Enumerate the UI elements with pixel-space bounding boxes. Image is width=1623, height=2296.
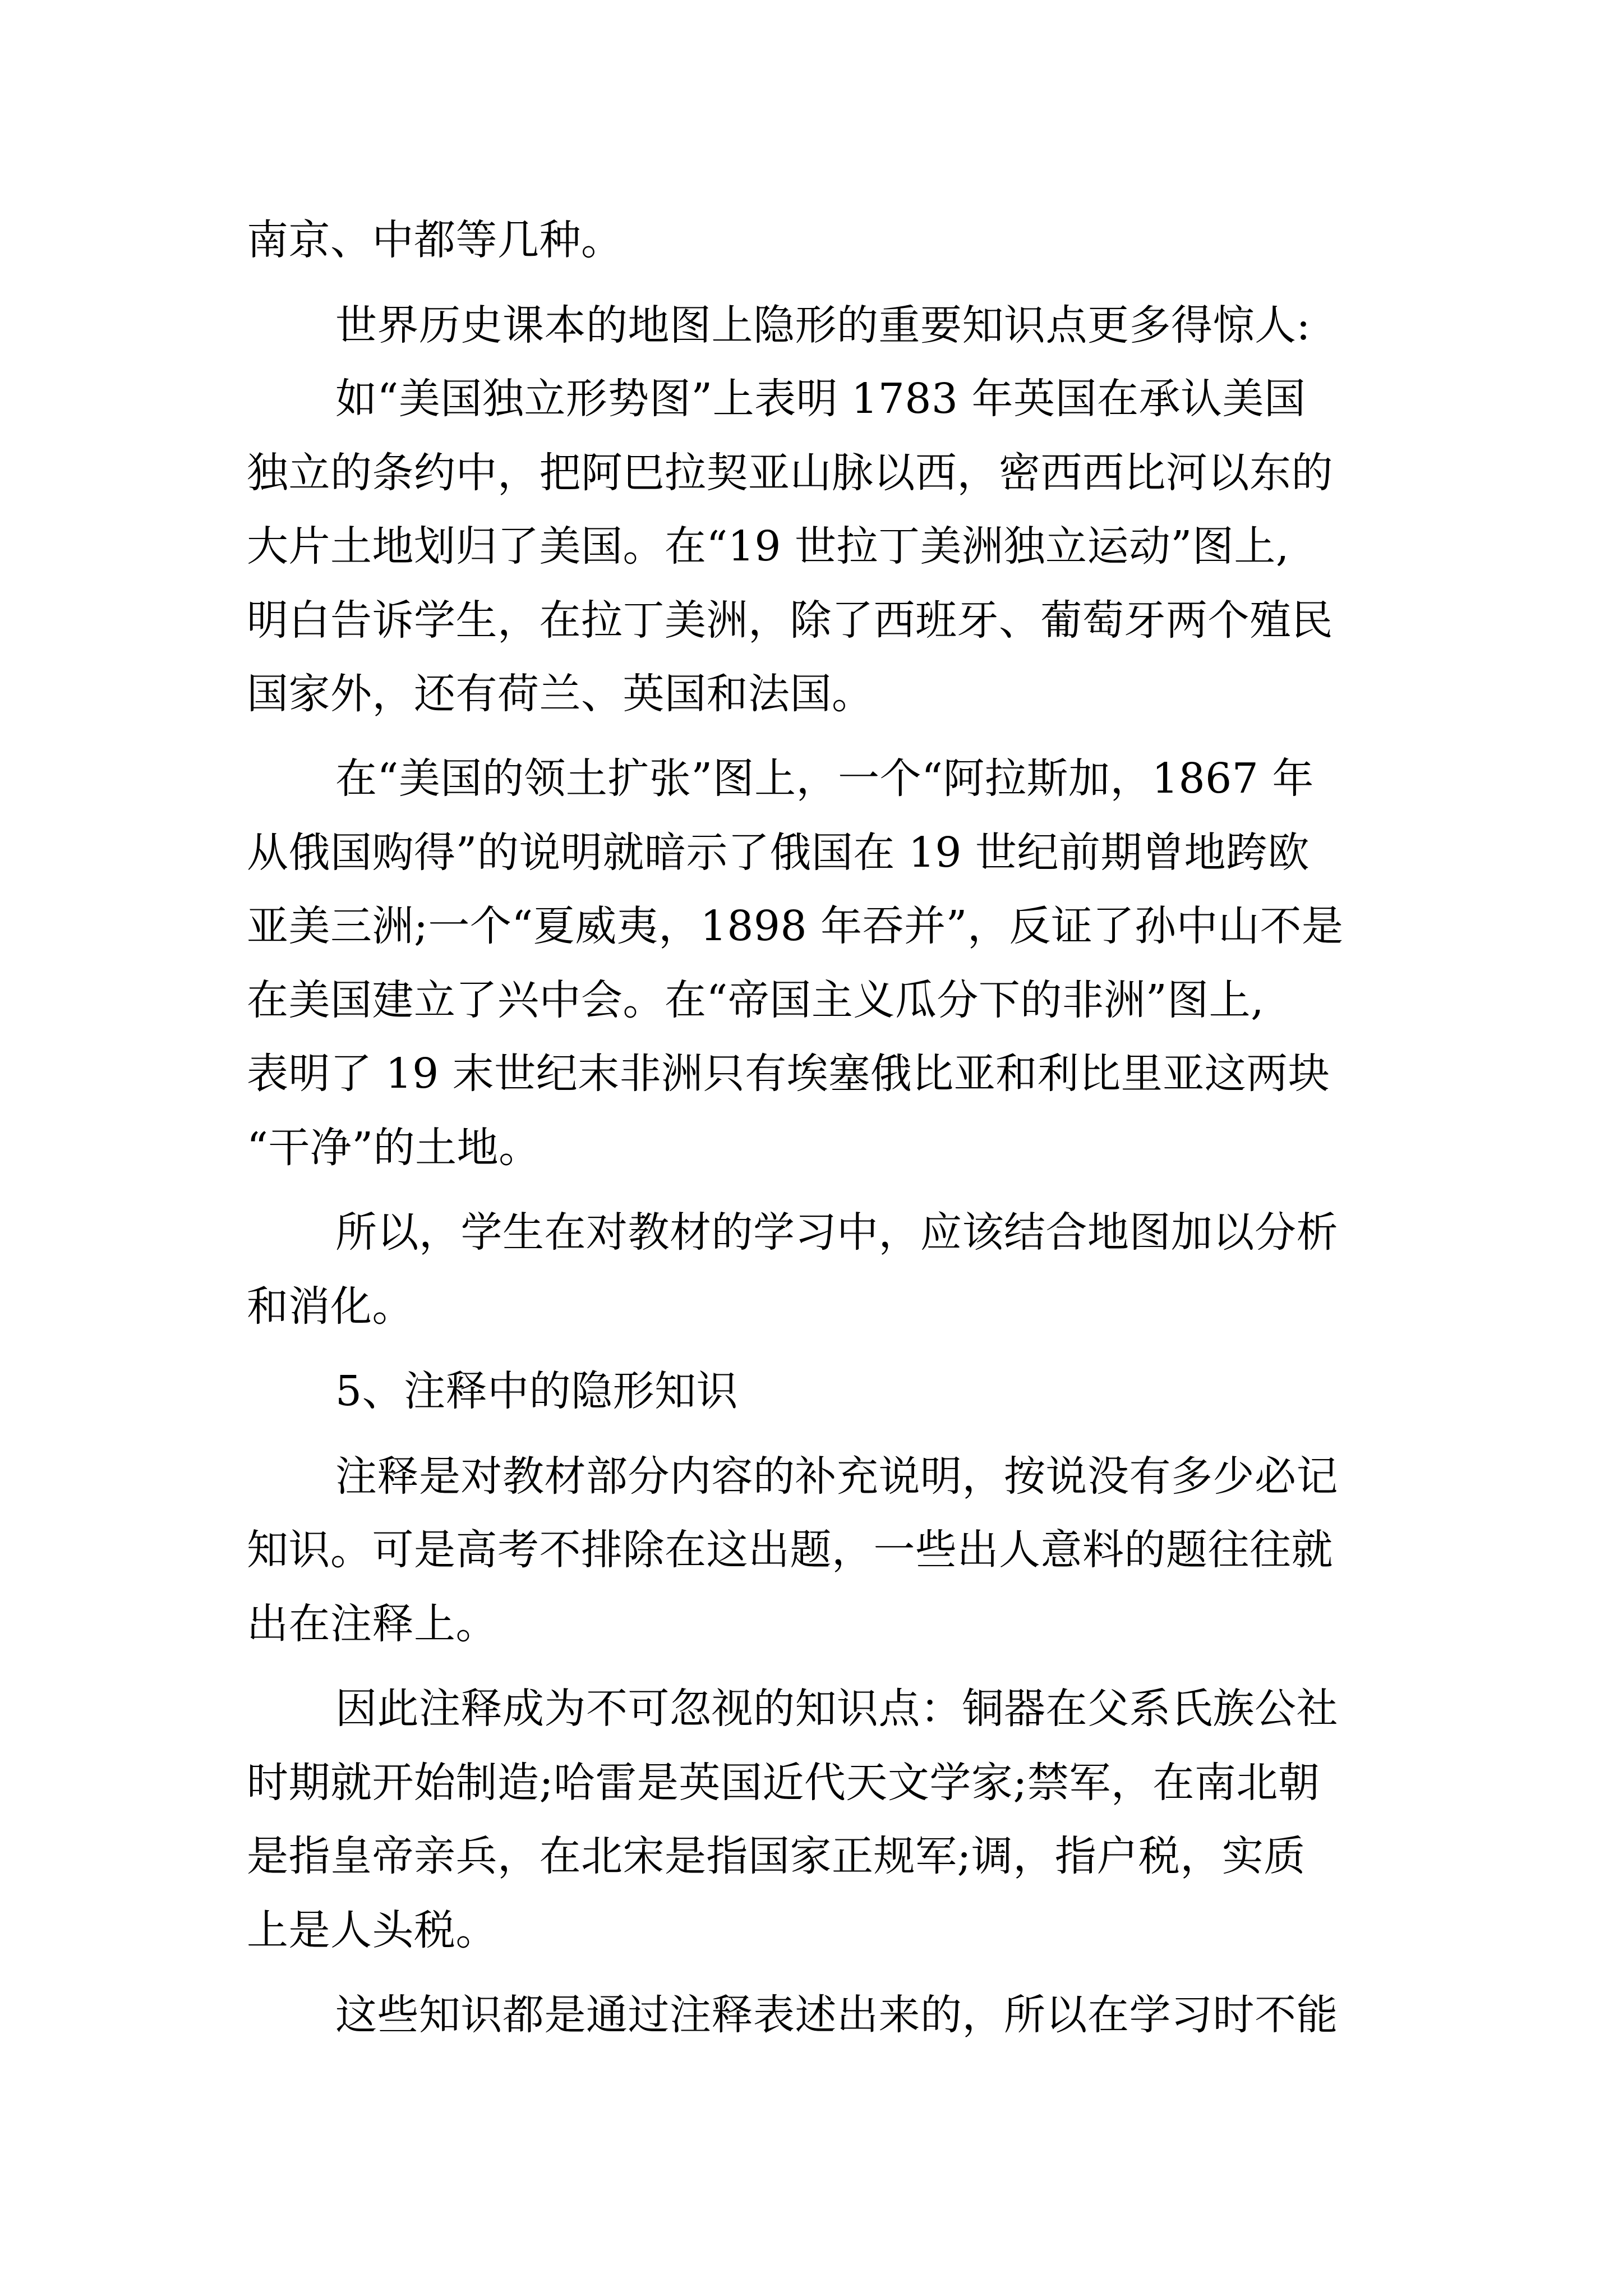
text-line-17: 注释是对教材部分内容的补充说明，按说没有多少必记	[335, 1452, 1338, 1501]
text-line-19: 出在注释上。	[247, 1600, 497, 1648]
text-line-23: 上是人头税。	[247, 1906, 497, 1954]
text-line-10: 亚美三洲;一个“夏威夷，1898 年吞并”，反证了孙中山不是	[247, 902, 1344, 950]
text-line-2: 世界历史课本的地图上隐形的重要知识点更多得惊人:	[335, 301, 1311, 349]
text-line-14: 所以，学生在对教材的学习中，应该结合地图加以分析	[335, 1208, 1338, 1257]
section-heading: 5、注释中的隐形知识	[335, 1367, 739, 1415]
text-line-8: 在“美国的领土扩张”图上，一个“阿拉斯加，1867 年	[335, 754, 1314, 803]
text-line-4: 独立的条约中，把阿巴拉契亚山脉以西，密西西比河以东的	[247, 449, 1333, 497]
text-line-24: 这些知识都是通过注释表述出来的，所以在学习时不能	[335, 1991, 1338, 2039]
text-line-11: 在美国建立了兴中会。在“帝国主义瓜分下的非洲”图上,	[247, 976, 1265, 1024]
text-line-13: “干净”的土地。	[247, 1124, 541, 1172]
text-line-6: 明白告诉学生，在拉丁美洲，除了西班牙、葡萄牙两个殖民	[247, 596, 1333, 645]
text-line-15: 和消化。	[247, 1282, 414, 1331]
text-line-20: 因此注释成为不可忽视的知识点：铜器在父系氏族公社	[335, 1685, 1338, 1733]
text-line-21: 时期就开始制造;哈雷是英国近代天文学家;禁军，在南北朝	[247, 1759, 1320, 1807]
text-line-7: 国家外，还有荷兰、英国和法国。	[247, 670, 874, 718]
text-line-12: 表明了 19 末世纪末非洲只有埃塞俄比亚和利比里亚这两块	[247, 1050, 1330, 1098]
text-line-1: 南京、中都等几种。	[247, 216, 623, 264]
text-line-9: 从俄国购得”的说明就暗示了俄国在 19 世纪前期曾地跨欧	[247, 829, 1310, 877]
text-line-5: 大片土地划归了美国。在“19 世拉丁美洲独立运动”图上,	[247, 522, 1289, 570]
text-line-3: 如“美国独立形势图”上表明 1783 年英国在承认美国	[335, 375, 1306, 423]
text-line-22: 是指皇帝亲兵，在北宋是指国家正规军;调，指户税，实质	[247, 1832, 1306, 1880]
text-line-18: 知识。可是高考不排除在这出题，一些出人意料的题往往就	[247, 1526, 1333, 1574]
